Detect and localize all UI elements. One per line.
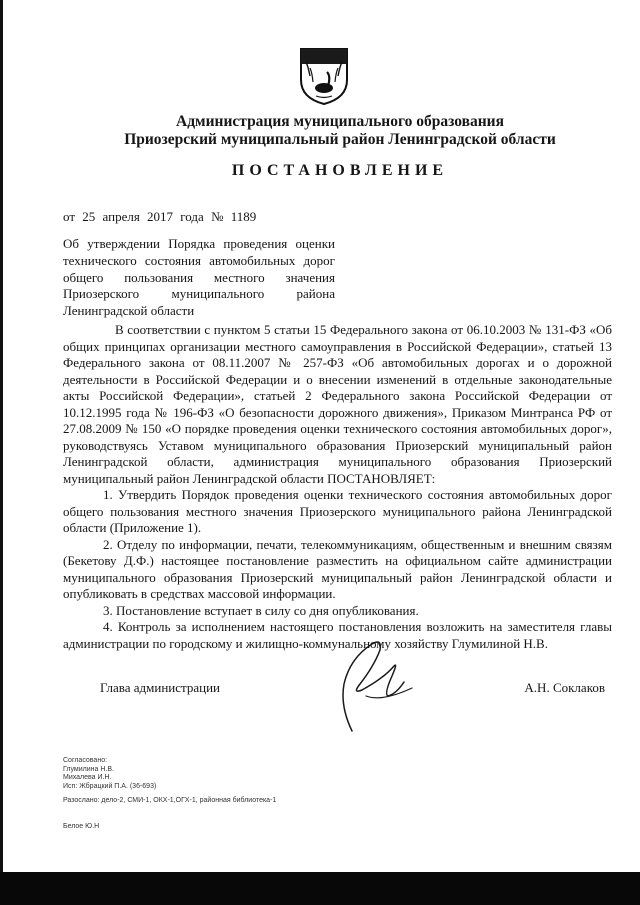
distribution-line: Разослано: дело-2, СМИ-1, ОКХ-1,ОГХ-1, районная библиотека-1	[63, 797, 277, 804]
approval-line: Михалева И.Н.	[63, 774, 112, 782]
scan-left-edge	[0, 0, 3, 905]
footer-note: Белое Ю.Н	[63, 823, 100, 830]
document-body	[63, 322, 612, 652]
approval-heading: Согласовано:	[63, 757, 108, 764]
scan-bottom-border	[0, 872, 640, 905]
document-title: ПОСТАНОВЛЕНИЕ	[231, 162, 449, 179]
item-1-paragraph: 1. Утвердить Порядок проведения оценки технического состояния автомобильных дорог общего пользования местного значения Приозерского муниципального района Ленинградской области (Приложение 1).	[63, 487, 612, 535]
header-organization-line2: Приозерский муниципальный район Ленинградской области	[124, 131, 556, 148]
document-dateline: от 25 апреля 2017 года № 1189	[63, 209, 257, 224]
header-organization-line1: Администрация муниципального образования	[176, 113, 504, 130]
item-4-paragraph: 4. Контроль за исполнением настоящего постановления возложить на заместителя главы администрации по городскому и жилищно-коммунальному хозяйству Глумилиной Н.В.	[63, 619, 612, 651]
item-3-paragraph: 3. Постановление вступает в силу со дня опубликования.	[103, 602, 419, 618]
executor-line: Исп: Жбрацкий П.А. (36-693)	[63, 782, 157, 790]
subject-line: общего пользования местного значения	[63, 269, 335, 285]
subject-block	[63, 236, 335, 320]
signatory-name: А.Н. Соклаков	[524, 680, 605, 695]
subject-line: Ленинградской области	[63, 303, 195, 319]
subject-line: Приозерского муниципального района	[63, 286, 335, 302]
coat-of-arms-emblem	[298, 46, 350, 106]
approval-line: Глумилина Н.В.	[63, 765, 114, 773]
preamble-paragraph: В соответствии с пунктом 5 статьи 15 Федерального закона от 06.10.2003 № 131-ФЗ «Об общих принципах организации местного самоуправления в Российской Федерации», статьей 13 Федерального закона от 08.11.2007 № 257-ФЗ «Об автомобильных дорогах и о дорожной деятельности в Российской Федерации и о внесении изменений в отдельные законодательные акты Российской Федерации», статьей 2 Федерального закона Российской Федерации от 10.12.1995 года № 196-ФЗ «О безопасности дорожного движения», Приказом Минтранса РФ от 27.08.2009 № 150 «О порядке проведения оценки технического состояния автомобильных дорог», руководствуясь Уставом муниципального образования Приозерский муниципальный район Ленинградской области, администрация муниципального образования Приозерский муниципальный район Ленинградской области ПОСТАНОВЛЯЕТ:	[63, 322, 612, 486]
approval-block	[63, 757, 156, 791]
subject-line: технического состояния автомобильных дорог	[63, 252, 335, 268]
item-2-paragraph: 2. Отделу по информации, печати, телекоммуникациям, общественным и внешним связям (Бекетову Д.Ф.) настоящее постановление разместить на официальном сайте администрации муниципального образования Приозерский муниципальный район Ленинградской области и опубликовать в средствах массовой информации.	[63, 536, 612, 601]
subject-line: Об утверждении Порядка проведения оценки	[63, 236, 335, 251]
signature-row	[100, 680, 605, 696]
signatory-position: Глава администрации	[100, 680, 221, 695]
